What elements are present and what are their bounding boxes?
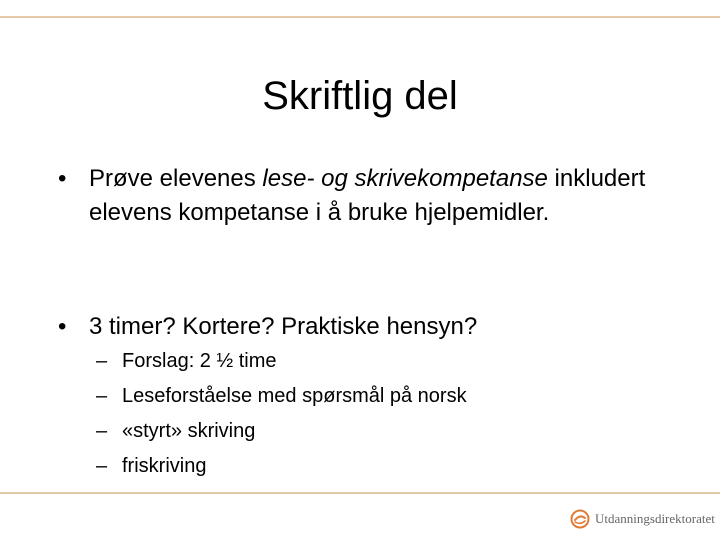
sub-text: Leseforståelse med spørsmål på norsk (122, 385, 467, 407)
bullet-text-part: Prøve elevenes (89, 165, 263, 192)
sub-item-2 (96, 379, 656, 414)
bullet-text: 3 timer? Kortere? Praktiske hensyn? (89, 313, 478, 340)
sub-marker: – (96, 350, 108, 372)
sub-item-4 (96, 449, 656, 484)
bullet-marker: • (58, 165, 67, 192)
bullet-text-emphasis: lese- og skrivekompetanse (262, 165, 548, 192)
bottom-divider (0, 492, 720, 494)
sub-text: Forslag: 2 ½ time (122, 350, 277, 372)
sub-marker: – (96, 420, 108, 442)
bullet-text (89, 162, 678, 230)
footer-logo (570, 506, 715, 532)
bullet-text-part: inkludert elevens kompetanse i å bruke hjelpemidler. (89, 165, 646, 226)
bullet-item-2 (58, 310, 678, 344)
sub-text: «styrt» skriving (122, 420, 256, 442)
bullet-marker: • (58, 313, 67, 340)
logo-text: Utdanningsdirektoratet (595, 511, 715, 526)
sub-marker: – (96, 385, 108, 407)
top-divider (0, 16, 720, 18)
sub-marker: – (96, 455, 108, 477)
sub-text: friskriving (122, 455, 207, 477)
bullet-item-1 (58, 162, 678, 230)
slide-title: Skriftlig del (262, 74, 458, 118)
sub-item-3 (96, 414, 656, 449)
sub-item-1 (96, 344, 656, 379)
utdanningsdirektoratet-logo-icon (570, 509, 590, 529)
